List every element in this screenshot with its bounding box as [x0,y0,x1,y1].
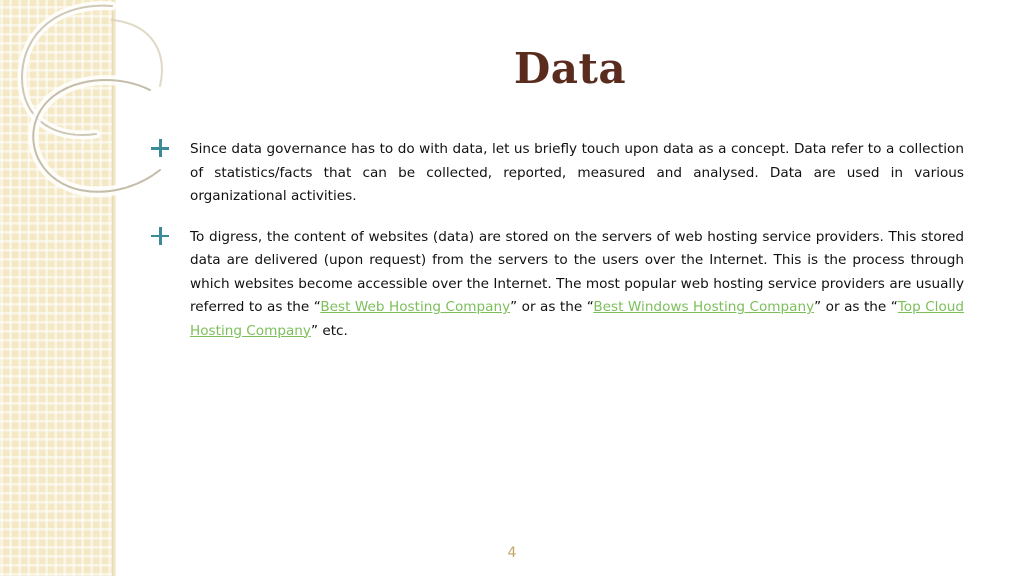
best-web-hosting-link[interactable]: Best Web Hosting Company [320,299,511,315]
bullet-text-segment: ” or as the “ [814,299,898,315]
bullet-text-segment: ” etc. [310,322,348,339]
bullet-text: Since data governance has to do with data, let us briefly touch upon data as a concept. Data refer to a collection of statistics/facts that can be collected, reported, measured and analysed. Data are used in various organizational activities. [190,141,964,204]
bullet-list [150,138,964,360]
bullet-text [190,226,964,344]
bullet-item [150,226,964,344]
slide-title: Data [513,44,627,93]
plus-icon [150,138,170,158]
plus-icon [150,226,170,246]
bullet-item [150,138,964,209]
best-windows-hosting-link[interactable]: Best Windows Hosting Company [593,299,815,315]
bullet-text-segment: ” or as the “ [510,299,594,315]
top-cloud-hosting-link[interactable]: Top Cloud Hosting Company [190,299,965,339]
page-number: 4 [507,545,517,561]
bullet-text-segment: To digress, the content of websites (data) are stored on the servers of web hosting service providers. This stored data are delivered (upon request) from the servers to the users over the Internet. This is the process through which websites become accessible over the Internet. The most popular web hosting service providers are usually referred to as the “ [190,228,964,315]
